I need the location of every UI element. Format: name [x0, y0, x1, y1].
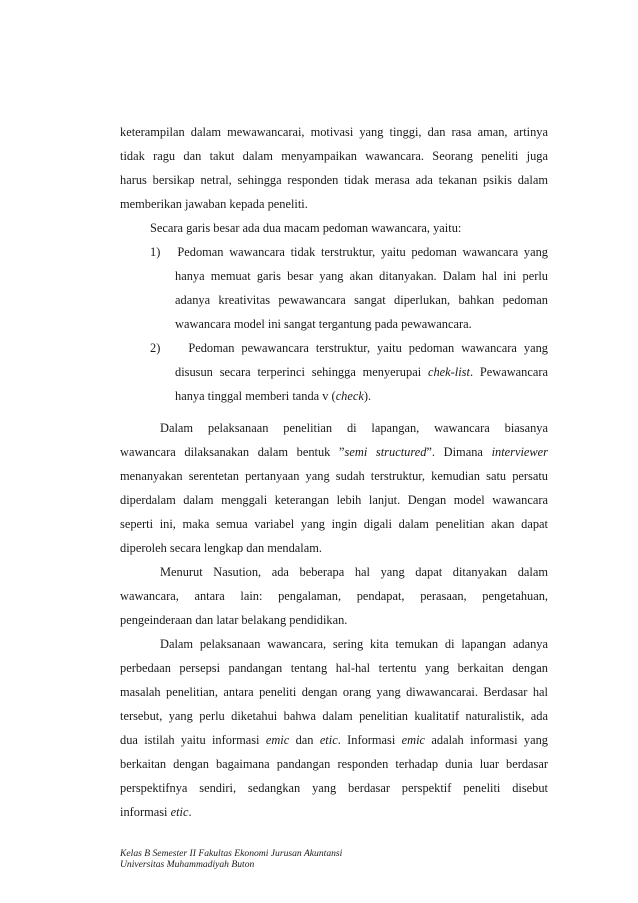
- text-line: diperdalam dalam menggali keterangan lebih lanjut. Dengan model wawancara: [120, 493, 548, 507]
- italic-term: emic: [265, 733, 290, 747]
- text-line: perspektifnya sendiri, sedangkan yang berdasar perspektif peneliti disebut: [120, 781, 548, 795]
- list-number: 2): [150, 341, 161, 355]
- text-line: dua istilah yaitu informasi emic dan etic. Informasi emic adalah informasi yang: [120, 733, 549, 747]
- text-line: disusun secara terperinci sehingga menyerupai chek-list. Pewawancara: [175, 365, 548, 379]
- text-line: keterampilan dalam mewawancarai, motivasi yang tinggi, dan rasa aman, artinya: [120, 125, 548, 139]
- text-line: menanyakan serentetan pertanyaan yang sudah terstruktur, kemudian satu persatu: [120, 469, 548, 483]
- text-line: tersebut, yang perlu diketahui bahwa dalam penelitian kualitatif naturalistik, ada: [120, 709, 548, 723]
- text-line: tidak ragu dan takut dalam menyampaikan wawancara. Seorang peneliti juga: [120, 149, 548, 163]
- text-line: Secara garis besar ada dua macam pedoman wawancara, yaitu:: [150, 221, 462, 235]
- italic-term: interviewer: [491, 445, 548, 459]
- italic-term: emic: [401, 733, 426, 747]
- text-line: berkaitan dengan bagaimana pandangan responden terhadap dunia luar berdasar: [120, 757, 548, 771]
- text-line: wawancara dilaksanakan dalam bentuk ”semi structured”. Dimana interviewer: [120, 445, 548, 459]
- list-item-2: [150, 340, 548, 356]
- text-line: hanya tinggal memberi tanda v (check).: [175, 389, 372, 403]
- text-line: wawancara model ini sangat tergantung pada pewawancara.: [175, 317, 472, 331]
- footer-line-2: Universitas Muhammadiyah Buton: [120, 859, 255, 870]
- text-line: hanya memuat garis besar yang akan ditanyakan. Dalam hal ini perlu: [175, 269, 548, 283]
- text-line: pengeinderaan dan latar belakang pendidikan.: [120, 613, 348, 627]
- list-number: 1): [150, 245, 161, 259]
- text-line: Dalam pelaksanaan wawancara, sering kita temukan di lapangan adanya: [160, 637, 548, 651]
- italic-term: etic: [319, 733, 338, 747]
- text-line: informasi etic.: [120, 805, 192, 819]
- text-line: Dalam pelaksanaan penelitian di lapangan, wawancara biasanya: [160, 421, 548, 435]
- text-line: Menurut Nasution, ada beberapa hal yang dapat ditanyakan dalam: [160, 565, 548, 579]
- footer-line-1: Kelas B Semester II Fakultas Ekonomi Jurusan Akuntansi: [120, 848, 343, 859]
- italic-term: chek-list: [427, 365, 470, 379]
- text-line: diperoleh secara lengkap dan mendalam.: [120, 541, 322, 555]
- text-line: memberikan jawaban kepada peneliti.: [120, 197, 308, 211]
- text-line: wawancara, antara lain: pengalaman, pendapat, perasaan, pengetahuan,: [120, 589, 548, 603]
- text-line: masalah penelitian, antara peneliti dengan orang yang diwawancarai. Berdasar hal: [120, 685, 548, 699]
- italic-term: semi structured: [344, 445, 427, 459]
- list-item-text: Pedoman wawancara tidak terstruktur, yaitu pedoman wawancara yang: [177, 245, 549, 259]
- text-line: perbedaan persepsi pandangan tentang hal-hal tertentu yang berkaitan dengan: [120, 661, 548, 675]
- text-line: harus bersikap netral, sehingga responden tidak merasa ada tekanan psikis dalam: [120, 173, 548, 187]
- text-line: adanya kreativitas pewawancara sangat diperlukan, bahkan pedoman: [175, 293, 548, 307]
- italic-term: etic: [170, 805, 189, 819]
- italic-term: check: [335, 389, 364, 403]
- list-item-1: [150, 244, 548, 260]
- text-line: seperti ini, maka semua variabel yang ingin digali dalam penelitian akan dapat: [120, 517, 548, 531]
- list-item-text: Pedoman pewawancara terstruktur, yaitu pedoman wawancara yang: [188, 341, 549, 355]
